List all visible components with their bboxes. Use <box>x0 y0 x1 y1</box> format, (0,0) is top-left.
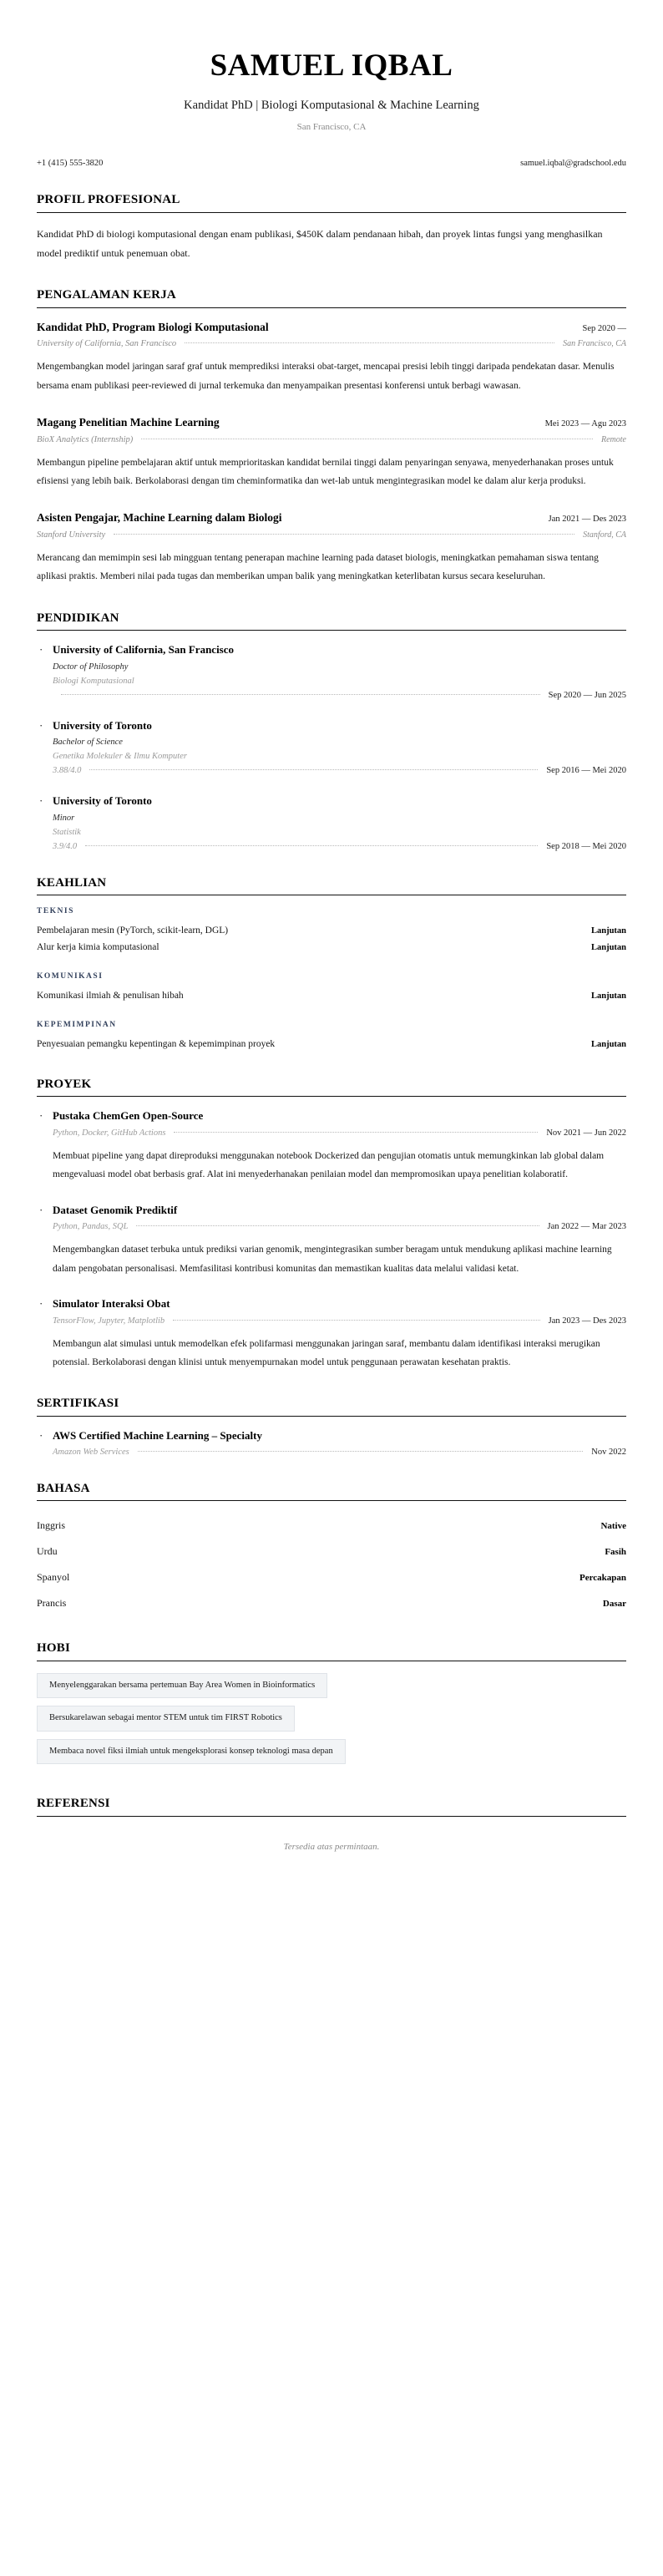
project-entry <box>37 1203 626 1278</box>
skill-group <box>37 972 626 1004</box>
language-name: Urdu <box>37 1545 58 1558</box>
certification-issuer: Amazon Web Services <box>53 1448 129 1458</box>
education-field: Genetika Molekuler & Ilmu Komputer <box>53 752 187 762</box>
education-degree: Doctor of Philosophy <box>53 662 129 672</box>
certification-meta-row <box>53 1448 626 1457</box>
project-stack: Python, Pandas, SQL <box>53 1222 129 1232</box>
education-meta-row <box>53 691 626 700</box>
education-meta-row <box>53 842 626 851</box>
hobbies-list <box>37 1673 626 1772</box>
experience-location: Stanford, CA <box>583 530 626 540</box>
education-entry <box>37 794 626 851</box>
skill-group <box>37 1021 626 1052</box>
experience-entry-header <box>37 320 626 335</box>
education-list <box>37 642 626 851</box>
bullet-icon: · <box>39 1203 43 1216</box>
skill-category-label: TEKNIS <box>37 906 74 915</box>
hobby-chip: Membaca novel fiksi ilmiah untuk mengeksplorasi konsep teknologi masa depan <box>37 1739 346 1765</box>
experience-entry-header <box>37 510 626 525</box>
experience-meta <box>37 435 626 444</box>
language-level: Dasar <box>602 1599 626 1610</box>
language-level: Fasih <box>605 1547 626 1558</box>
skill-name: Alur kerja kimia komputasional <box>37 941 159 952</box>
candidate-name: SAMUEL IQBAL <box>210 48 453 83</box>
project-stack: TensorFlow, Jupyter, Matplotlib <box>53 1316 165 1326</box>
bullet-icon: · <box>39 1297 43 1311</box>
section-skills <box>37 876 626 1052</box>
experience-entry <box>37 320 626 395</box>
project-meta-row <box>53 1222 626 1231</box>
dotted-leader <box>174 1132 538 1133</box>
education-entry <box>37 718 626 776</box>
dotted-leader <box>138 1451 584 1452</box>
language-row <box>37 1513 626 1539</box>
dotted-leader <box>89 769 538 770</box>
project-description: Membangun alat simulasi untuk memodelkan efek polifarmasi menggunakan jaringan saraf, membantu dalam identifikasi interaksi merugikan potensial. Berkolaborasi dengan klinisi untuk menyempurnakan model untuk penggunaan perawatan kesehatan praktis. <box>53 1338 600 1367</box>
contact-email[interactable]: samuel.iqbal@gradschool.edu <box>520 159 626 169</box>
skill-name: Pembelajaran mesin (PyTorch, scikit-learn, DGL) <box>37 925 229 936</box>
section-title-education: PENDIDIKAN <box>37 611 626 631</box>
education-school: University of Toronto <box>53 718 152 732</box>
contact-phone[interactable]: +1 (415) 555-3820 <box>37 159 104 169</box>
skill-row <box>37 987 626 1004</box>
experience-description: Merancang dan memimpin sesi lab mingguan tentang penerapan machine learning pada dataset biologis, meningkatkan pemahaman siswa tentang aplikasi praktis. Memberi nilai pada tugas dan memberikan umpan balik yang meningkatkan keterlibatan kursus secara keseluruhan. <box>37 553 599 582</box>
language-name: Prancis <box>37 1597 67 1610</box>
project-description: Mengembangkan dataset terbuka untuk prediksi varian genomik, mengintegrasikan sumber beragam untuk mendukung aplikasi machine learning dalam pengobatan personalisasi. Memfasilitasi kontribusi komunitas dan memastikan kualitas data melalui validasi ketat. <box>53 1245 612 1274</box>
section-title-certifications: SERTIFIKASI <box>37 1397 626 1416</box>
skills-list <box>37 907 626 1052</box>
section-title-profile: PROFIL PROFESIONAL <box>37 193 626 212</box>
language-level: Native <box>600 1521 626 1532</box>
experience-organization: BioX Analytics (Internship) <box>37 434 134 444</box>
section-profile <box>37 193 626 263</box>
profile-summary: Kandidat PhD di biologi komputasional dengan enam publikasi, $450K dalam pendanaan hibah, dan proyek lintas fungsi yang menghasilkan model prediktif untuk penemuan obat. <box>37 227 603 260</box>
education-gpa: 3.88/4.0 <box>53 766 82 776</box>
dotted-leader <box>114 534 574 535</box>
section-hobbies <box>37 1641 626 1772</box>
bullet-icon: · <box>39 718 43 732</box>
certifications-list <box>37 1428 626 1458</box>
project-meta-row <box>53 1316 626 1326</box>
experience-entry <box>37 415 626 490</box>
education-gpa: 3.9/4.0 <box>53 841 78 851</box>
bullet-icon: · <box>39 1428 43 1442</box>
education-date: Sep 2020 — Jun 2025 <box>548 690 626 700</box>
experience-list <box>37 320 626 586</box>
language-name: Spanyol <box>37 1571 70 1584</box>
languages-list <box>37 1513 626 1616</box>
section-title-experience: PENGALAMAN KERJA <box>37 288 626 307</box>
project-date: Nov 2021 — Jun 2022 <box>546 1128 626 1138</box>
section-languages <box>37 1482 626 1616</box>
skill-category-label: KOMUNIKASI <box>37 971 104 981</box>
education-school: University of Toronto <box>53 794 152 808</box>
education-entry <box>37 642 626 700</box>
experience-entry-header <box>37 415 626 430</box>
candidate-tagline: Kandidat PhD | Biologi Komputasional & Machine Learning <box>184 98 479 112</box>
education-meta-row <box>53 766 626 775</box>
language-row <box>37 1564 626 1590</box>
experience-meta <box>37 530 626 540</box>
projects-list <box>37 1108 626 1372</box>
experience-organization: University of California, San Francisco <box>37 339 177 349</box>
project-entry <box>37 1296 626 1372</box>
section-title-languages: BAHASA <box>37 1482 626 1501</box>
skill-level: Lanjutan <box>590 1039 626 1049</box>
education-school: University of California, San Francisco <box>53 643 235 657</box>
project-stack: Python, Docker, GitHub Actions <box>53 1128 166 1138</box>
skill-row <box>37 1036 626 1052</box>
education-field: Statistik <box>53 827 81 837</box>
experience-meta <box>37 339 626 348</box>
education-field: Biologi Komputasional <box>53 676 134 686</box>
section-education <box>37 611 626 851</box>
experience-role: Magang Penelitian Machine Learning <box>37 416 220 429</box>
experience-location: Remote <box>601 434 626 444</box>
dotted-leader <box>185 342 554 343</box>
experience-description: Mengembangkan model jaringan saraf graf untuk memprediksi interaksi obat-target, mencapai presisi lebih tinggi daripada pendekatan dasar. Menulis bersama enam publikasi peer-reviewed di jurnal terkemuka dan menyampaikan presentasi konferensi untuk berbagi wawasan. <box>37 362 615 391</box>
bullet-icon: · <box>39 794 43 808</box>
section-title-projects: PROYEK <box>37 1078 626 1097</box>
skill-row <box>37 939 626 956</box>
education-degree: Minor <box>53 813 75 823</box>
project-name: Dataset Genomik Prediktif <box>53 1203 178 1216</box>
skill-level: Lanjutan <box>590 991 626 1001</box>
experience-description: Membangun pipeline pembelajaran aktif untuk memprioritaskan kandidat bernilai tinggi dalam penyaringan senyawa, menyederhanakan proses untuk efisiensi yang lebih baik. Berkolaborasi dengan tim cheminformatika dan wet-lab untuk mengintegrasikan model ke dalam alur kerja produksi. <box>37 457 614 487</box>
section-projects <box>37 1078 626 1372</box>
experience-date: Jan 2021 — Des 2023 <box>548 515 626 525</box>
hobby-chip: Menyelenggarakan bersama pertemuan Bay Area Women in Bioinformatics <box>37 1673 327 1699</box>
language-name: Inggris <box>37 1519 65 1532</box>
language-row <box>37 1539 626 1564</box>
candidate-location: San Francisco, CA <box>296 122 367 133</box>
certification-entry <box>37 1428 626 1458</box>
bullet-icon: · <box>39 643 43 657</box>
section-certifications <box>37 1397 626 1457</box>
education-date: Sep 2016 — Mei 2020 <box>546 766 626 776</box>
section-references <box>37 1797 626 1851</box>
language-row <box>37 1590 626 1616</box>
skill-category-label: KEPEMIMPINAN <box>37 1020 117 1029</box>
dotted-leader <box>61 694 540 695</box>
language-level: Percakapan <box>579 1573 626 1584</box>
certification-date: Nov 2022 <box>591 1448 626 1458</box>
project-entry <box>37 1108 626 1184</box>
skill-group <box>37 907 626 956</box>
references-note: Tersedia atas permintaan. <box>283 1841 380 1852</box>
experience-date: Sep 2020 — <box>582 323 626 333</box>
experience-entry <box>37 510 626 586</box>
project-description: Membuat pipeline yang dapat direproduksi menggunakan notebook Dockerized dan pengujian otomatis untuk memungkinkan lab global dalam mengevaluasi model obat berbasis graf. Alat ini menyederhanakan penilaian model dan mempromosikan upaya penelitian kolaboratif. <box>53 1150 605 1180</box>
section-title-skills: KEAHLIAN <box>37 876 626 895</box>
experience-organization: Stanford University <box>37 530 106 540</box>
experience-date: Mei 2023 — Agu 2023 <box>544 419 626 429</box>
hobby-chip: Bersukarelawan sebagai mentor STEM untuk tim FIRST Robotics <box>37 1706 295 1732</box>
project-meta-row <box>53 1128 626 1138</box>
resume-header <box>37 33 626 132</box>
skill-level: Lanjutan <box>590 942 626 952</box>
project-date: Jan 2023 — Des 2023 <box>548 1316 626 1326</box>
skill-level: Lanjutan <box>590 925 626 936</box>
education-date: Sep 2018 — Mei 2020 <box>546 841 626 851</box>
skill-name: Komunikasi ilmiah & penulisan hibah <box>37 990 184 1001</box>
dotted-leader <box>85 845 538 846</box>
skill-row <box>37 922 626 939</box>
bullet-icon: · <box>39 1109 43 1123</box>
skill-name: Penyesuaian pemangku kepentingan & kepemimpinan proyek <box>37 1038 276 1049</box>
project-name: Pustaka ChemGen Open-Source <box>53 1109 204 1123</box>
certification-name: AWS Certified Machine Learning – Specialty <box>53 1428 262 1442</box>
section-title-hobbies: HOBI <box>37 1641 626 1661</box>
experience-location: San Francisco, CA <box>563 339 626 349</box>
dotted-leader <box>136 1225 539 1226</box>
section-experience <box>37 288 626 586</box>
experience-role: Kandidat PhD, Program Biologi Komputasional <box>37 320 269 333</box>
education-degree: Bachelor of Science <box>53 738 123 748</box>
contact-row <box>37 159 626 168</box>
project-date: Jan 2022 — Mar 2023 <box>547 1222 626 1232</box>
section-title-references: REFERENSI <box>37 1797 626 1816</box>
experience-role: Asisten Pengajar, Machine Learning dalam Biologi <box>37 511 282 525</box>
dotted-leader <box>173 1320 540 1321</box>
project-name: Simulator Interaksi Obat <box>53 1297 170 1311</box>
